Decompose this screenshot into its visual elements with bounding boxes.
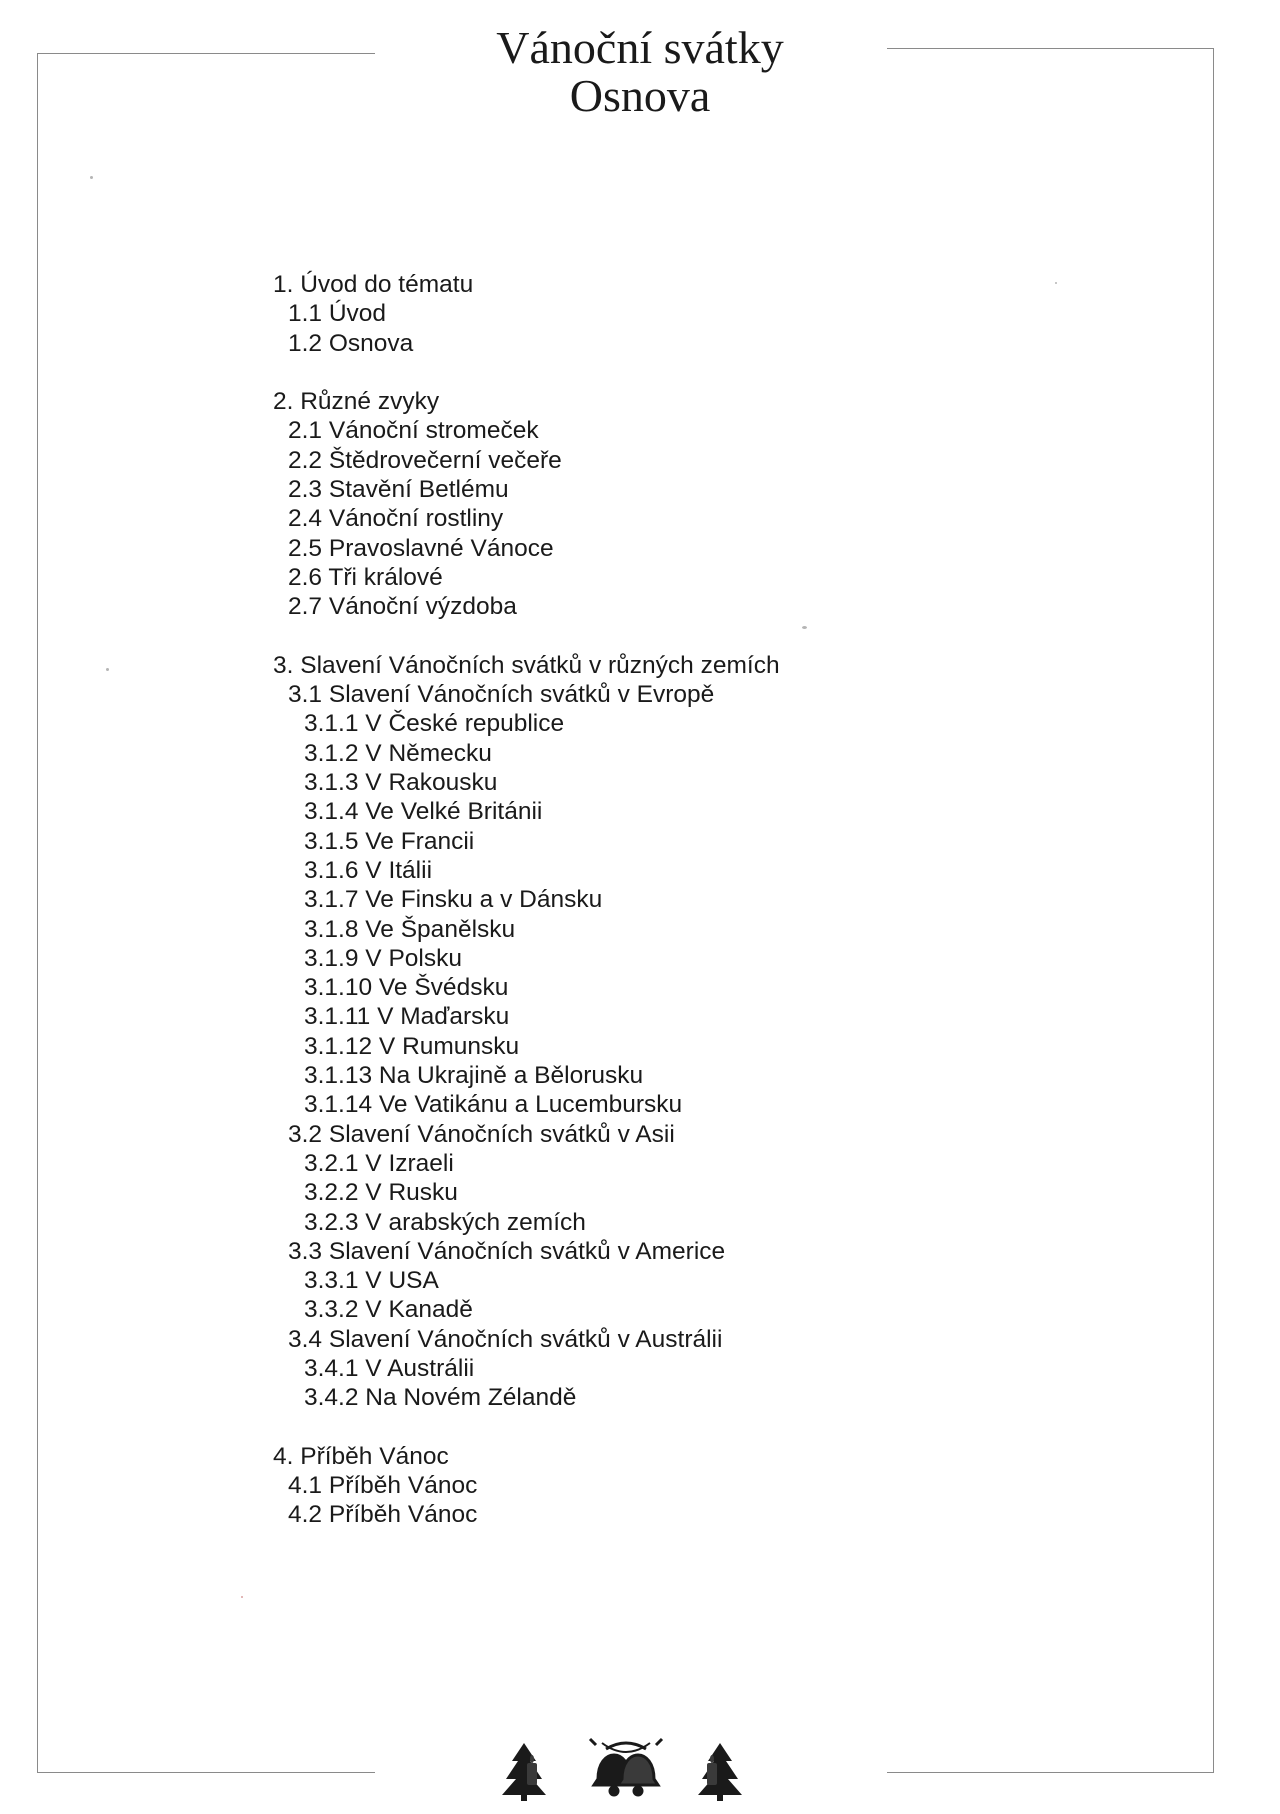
outline-chapter: 2. Různé zvyky [273,388,440,416]
outline-subsection: 3.1.9 V Polsku [304,944,462,972]
outline-section: 3.3 Slavení Vánočních svátků v Americe [288,1237,726,1265]
outline-subsection: 3.1.12 V Rumunsku [304,1032,520,1060]
outline-subsection: 3.1.1 V České republice [304,710,565,738]
ornament-group [494,1735,760,1803]
outline-subsection: 3.1.13 Na Ukrajině a Bělorusku [304,1062,644,1090]
frame-bottom-right-line [887,1772,1214,1773]
frame-bottom-left-line [37,1772,375,1773]
outline-subsection: 3.1.5 Ve Francii [304,827,475,855]
scan-speck [802,626,807,629]
outline-section: 2.2 Štědrovečerní večeře [288,446,562,474]
outline-chapter: 3. Slavení Vánočních svátků v různých zemích [273,651,780,679]
outline-section: 3.4 Slavení Vánočních svátků v Austrálii [288,1325,723,1353]
outline-subsection: 3.1.7 Ve Finsku a v Dánsku [304,886,603,914]
outline-subsection: 3.4.2 Na Novém Zélandě [304,1384,577,1412]
outline-subsection: 3.1.2 V Německu [304,739,492,767]
outline-subsection: 3.1.14 Ve Vatikánu a Lucembursku [304,1091,683,1119]
outline-subsection: 3.1.3 V Rakousku [304,769,498,797]
page-title [0,24,1280,120]
outline-section: 2.1 Vánoční stromeček [288,417,539,445]
title-line-2: Osnova [569,70,711,121]
outline-section: 3.2 Slavení Vánočních svátků v Asii [288,1120,675,1148]
outline-subsection: 3.3.2 V Kanadě [304,1296,473,1324]
outline-subsection: 3.1.6 V Itálii [304,856,433,884]
frame-left-line [37,53,38,1773]
outline-section: 4.1 Příběh Vánoc [288,1472,478,1500]
scan-speck [106,668,109,671]
outline-subsection: 3.3.1 V USA [304,1267,439,1295]
outline-chapter: 1. Úvod do tématu [273,271,474,298]
scan-speck [90,176,93,179]
outline-subsection: 3.1.11 V Maďarsku [304,1003,510,1031]
outline-subsection: 3.1.10 Ve Švédsku [304,974,509,1002]
outline-subsection: 3.1.8 Ve Španělsku [304,915,516,943]
outline-subsection: 3.4.1 V Austrálii [304,1354,475,1382]
outline-list [273,270,780,1530]
outline-section: 3.1 Slavení Vánočních svátků v Evropě [288,681,715,709]
outline-subsection: 3.2.3 V arabských zemích [304,1208,586,1236]
outline-section: 2.4 Vánoční rostliny [288,505,504,533]
frame-right-line [1213,48,1214,1773]
outline-section: 4.2 Příběh Vánoc [288,1501,478,1529]
outline-section: 2.6 Tři králové [288,563,443,591]
scan-speck [241,1596,243,1598]
outline-subsection: 3.1.4 Ve Velké Británii [304,798,543,826]
outline-section: 1.2 Osnova [288,329,414,357]
title-line-1: Vánoční svátky [496,22,784,73]
outline-section: 2.5 Pravoslavné Vánoce [288,534,554,562]
outline-subsection: 3.2.2 V Rusku [304,1179,458,1207]
outline-section: 2.3 Stavění Betlému [288,476,509,504]
scan-speck [1055,282,1057,284]
christmas-tree-candle-icon [502,1743,546,1801]
outline-subsection: 3.2.1 V Izraeli [304,1149,454,1177]
bells-icon [590,1739,662,1795]
outline-section: 1.1 Úvod [288,300,387,328]
outline-chapter: 4. Příběh Vánoc [273,1442,449,1470]
outline-section: 2.7 Vánoční výzdoba [288,593,517,621]
christmas-tree-candle-icon [698,1743,742,1801]
